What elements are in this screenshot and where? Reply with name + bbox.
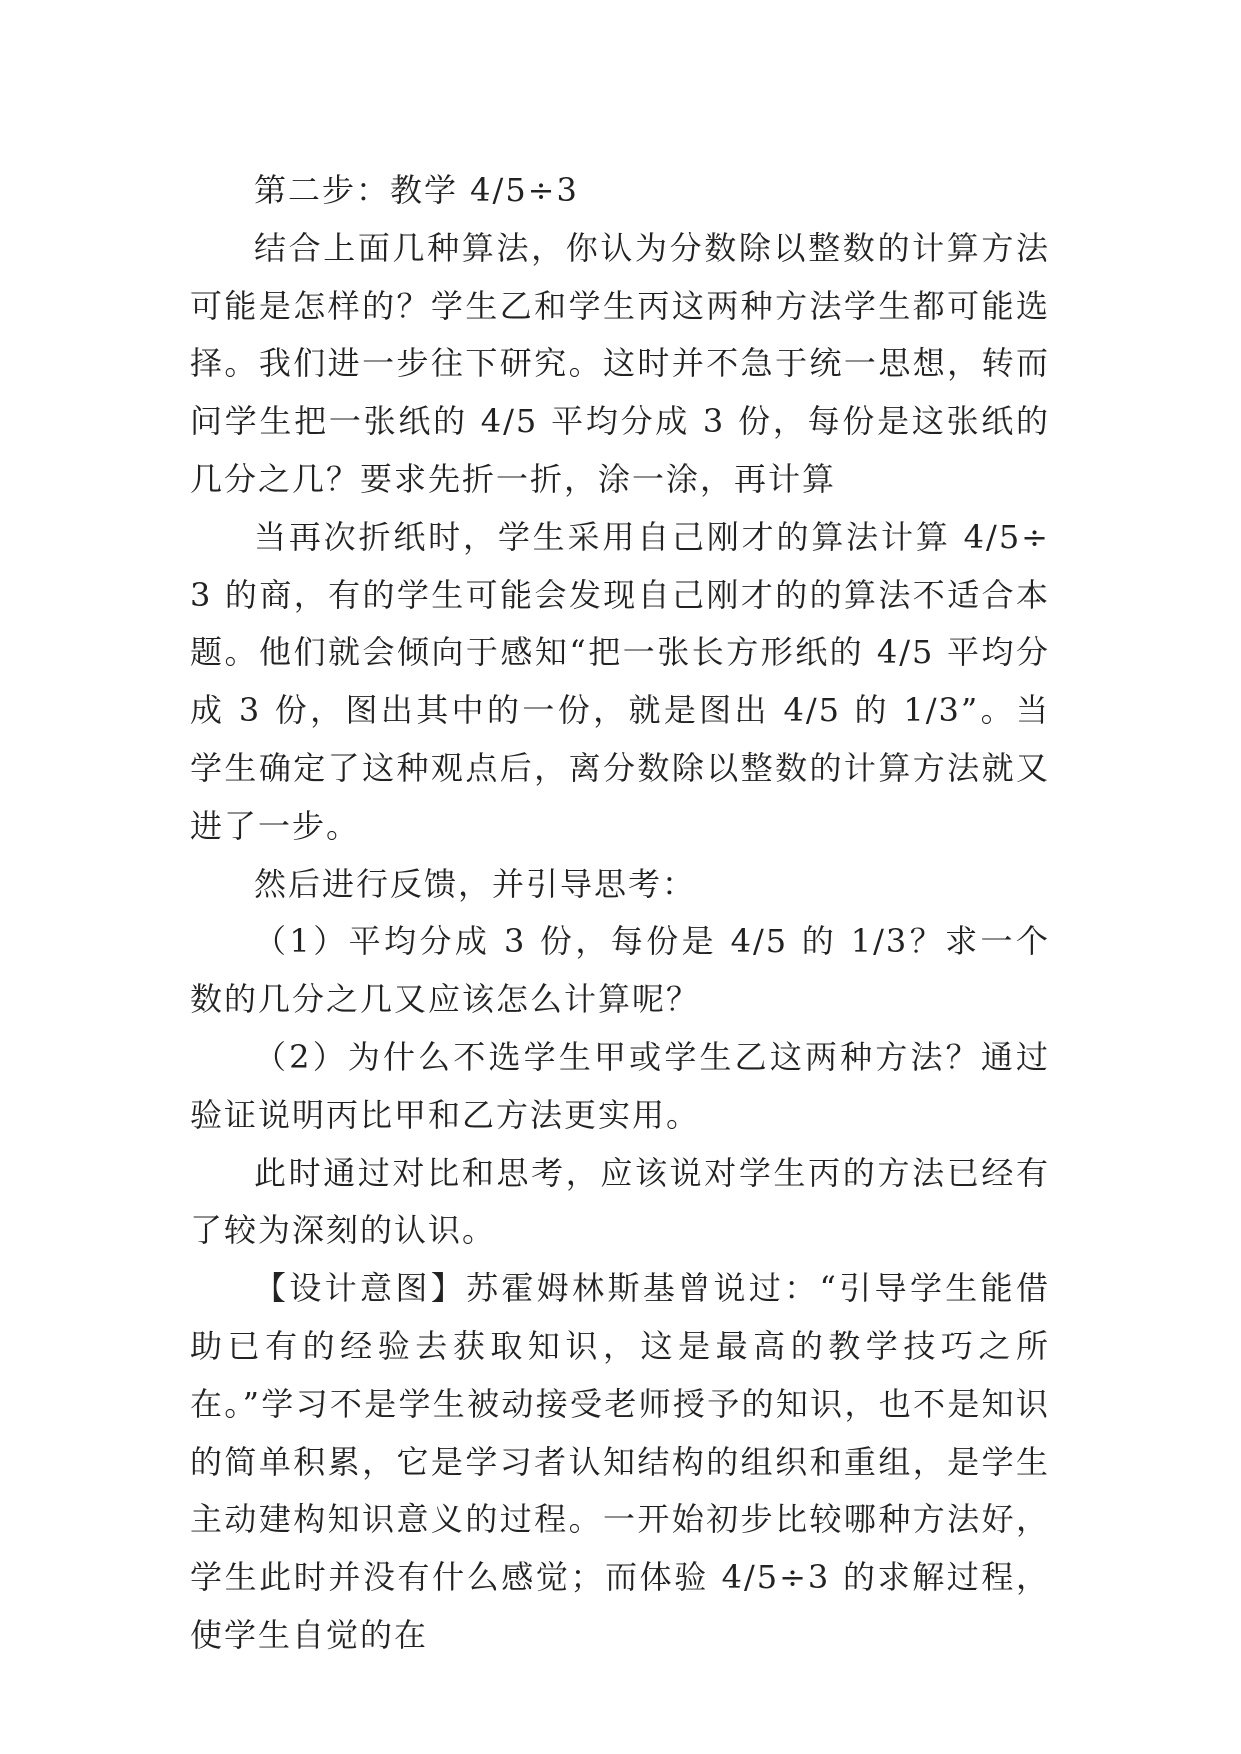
paragraph-question-2: （2）为什么不选学生甲或学生乙这两种方法？通过验证说明丙比甲和乙方法更实用。	[190, 1037, 1050, 1134]
paragraph-step-heading: 第二步：教学 4/5÷3	[254, 171, 579, 209]
paragraph-feedback-intro: 然后进行反馈，并引导思考：	[254, 864, 697, 903]
paragraph-comparison: 此时通过对比和思考，应该说对学生丙的方法已经有了较为深刻的认识。	[190, 1153, 1050, 1250]
document-body	[190, 162, 1050, 1665]
paragraph-method-question: 结合上面几种算法，你认为分数除以整数的计算方法可能是怎样的？学生乙和学生丙这两种方法学生都可能选择。我们进一步往下研究。这时并不急于统一思想，转而问学生把一张纸的 4/5 平均分成 3 份，每份是这张纸的几分之几？要求先折一折，涂一涂，再计算	[190, 228, 1050, 498]
paragraph-question-1: （1）平均分成 3 份，每份是 4/5 的 1/3？求一个数的几分之几又应该怎么计算呢？	[190, 922, 1050, 1019]
paragraph-paper-folding: 当再次折纸时，学生采用自己刚才的算法计算 4/5÷3 的商，有的学生可能会发现自己刚才的的算法不适合本题。他们就会倾向于感知“把一张长方形纸的 4/5 平均分成 3 份，图出其中的一份，就是图出 4/5 的 1/3”。当学生确定了这种观点后，离分数除以整数的计算方法就又进了一步。	[190, 517, 1050, 845]
paragraph-design-intent: 【设计意图】苏霍姆林斯基曾说过：“引导学生能借助已有的经验去获取知识，这是最高的教学技巧之所在。”学习不是学生被动接受老师授予的知识，也不是知识的简单积累，它是学习者认知结构的组织和重组，是学生主动建构知识意义的过程。一开始初步比较哪种方法好，学生此时并没有什么感觉；而体验 4/5÷3 的求解过程，使学生自觉的在	[190, 1269, 1050, 1654]
